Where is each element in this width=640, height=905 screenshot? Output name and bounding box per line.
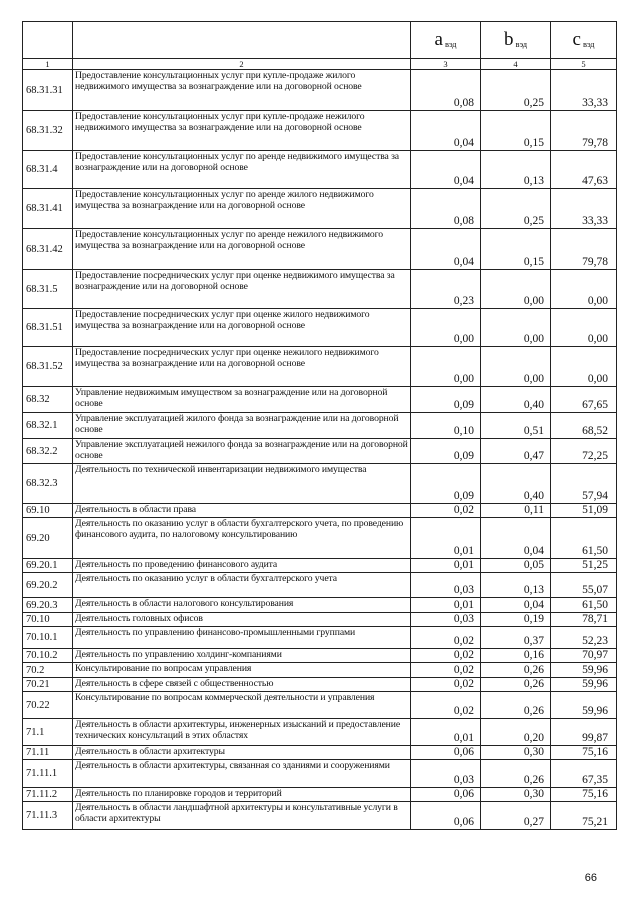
value-a-cell: 0,02 xyxy=(411,663,481,678)
activity-name-cell: Предоставление консультационных услуг по аренде недвижимого имущества за вознаграждение или на договорной основе xyxy=(73,151,411,189)
value-b-cell: 0,11 xyxy=(481,504,551,518)
code-cell: 70.10 xyxy=(23,613,73,627)
table-row xyxy=(23,627,617,649)
value-a-cell: 0,02 xyxy=(411,678,481,692)
activity-name-cell: Деятельность по планировке городов и территорий xyxy=(73,788,411,802)
code-cell: 69.20.2 xyxy=(23,573,73,598)
code-cell: 70.2 xyxy=(23,663,73,678)
value-a-cell: 0,03 xyxy=(411,760,481,788)
value-a-cell: 0,09 xyxy=(411,439,481,464)
header-b-letter: b xyxy=(503,29,514,50)
value-b-cell: 0,16 xyxy=(481,649,551,663)
table-row xyxy=(23,518,617,559)
activity-name-cell: Деятельность по проведению финансового аудита xyxy=(73,559,411,573)
activity-name-cell: Деятельность по оказанию услуг в области бухгалтерского учета xyxy=(73,573,411,598)
value-b-cell: 0,47 xyxy=(481,439,551,464)
page-number: 66 xyxy=(584,872,597,884)
header-a xyxy=(411,22,481,59)
col-index-3: 3 xyxy=(411,59,481,70)
code-cell: 71.11.1 xyxy=(23,760,73,788)
value-c-cell: 33,33 xyxy=(551,70,617,111)
activity-name-cell: Деятельность в области налогового консультирования xyxy=(73,598,411,613)
value-c-cell: 55,07 xyxy=(551,573,617,598)
value-b-cell: 0,00 xyxy=(481,270,551,309)
table-row xyxy=(23,573,617,598)
table-row xyxy=(23,413,617,439)
table-row xyxy=(23,347,617,387)
activity-name-cell: Управление эксплуатацией жилого фонда за вознаграждение или на договорной основе xyxy=(73,413,411,439)
code-cell: 68.32.3 xyxy=(23,464,73,504)
table-row xyxy=(23,387,617,413)
value-a-cell: 0,00 xyxy=(411,309,481,347)
value-b-cell: 0,04 xyxy=(481,598,551,613)
value-c-cell: 0,00 xyxy=(551,270,617,309)
value-b-cell: 0,30 xyxy=(481,788,551,802)
value-c-cell: 72,25 xyxy=(551,439,617,464)
activity-name-cell: Деятельность по оказанию услуг в области бухгалтерского учета, по проведению финансового аудита, по налоговому консультированию xyxy=(73,518,411,559)
table-row xyxy=(23,439,617,464)
table-row xyxy=(23,788,617,802)
header-code-cell xyxy=(23,22,73,59)
activity-name-cell: Предоставление консультационных услуг при купле-продаже нежилого недвижимого имущества за вознаграждение или на договорной основе xyxy=(73,111,411,151)
activity-name-cell: Управление эксплуатацией нежилого фонда за вознаграждение или на договорной основе xyxy=(73,439,411,464)
value-b-cell: 0,26 xyxy=(481,663,551,678)
code-cell: 70.10.1 xyxy=(23,627,73,649)
value-a-cell: 0,02 xyxy=(411,692,481,719)
code-cell: 69.20.1 xyxy=(23,559,73,573)
value-a-cell: 0,03 xyxy=(411,613,481,627)
activity-name-cell: Предоставление консультационных услуг по аренде нежилого недвижимого имущества за вознаграждение или на договорной основе xyxy=(73,229,411,270)
value-a-cell: 0,01 xyxy=(411,719,481,746)
value-c-cell: 52,23 xyxy=(551,627,617,649)
code-cell: 69.20 xyxy=(23,518,73,559)
value-c-cell: 75,21 xyxy=(551,802,617,830)
activity-name-cell: Деятельность в области права xyxy=(73,504,411,518)
header-c-letter: c xyxy=(572,29,581,50)
header-name-cell xyxy=(73,22,411,59)
table-row xyxy=(23,692,617,719)
col-index-1: 1 xyxy=(23,59,73,70)
table-row xyxy=(23,504,617,518)
code-cell: 70.10.2 xyxy=(23,649,73,663)
table-row xyxy=(23,70,617,111)
code-cell: 69.10 xyxy=(23,504,73,518)
activity-name-cell: Деятельность в области ландшафтной архитектуры и консультативные услуги в области архитектуры xyxy=(73,802,411,830)
value-c-cell: 51,09 xyxy=(551,504,617,518)
table-row xyxy=(23,746,617,760)
value-a-cell: 0,10 xyxy=(411,413,481,439)
activity-name-cell: Деятельность в области архитектуры, связанная со зданиями и сооружениями xyxy=(73,760,411,788)
code-cell: 68.32.2 xyxy=(23,439,73,464)
code-cell: 68.31.31 xyxy=(23,70,73,111)
value-a-cell: 0,01 xyxy=(411,559,481,573)
table-row xyxy=(23,802,617,830)
table-row xyxy=(23,613,617,627)
value-b-cell: 0,27 xyxy=(481,802,551,830)
value-c-cell: 75,16 xyxy=(551,788,617,802)
table-row xyxy=(23,464,617,504)
value-a-cell: 0,04 xyxy=(411,151,481,189)
column-index-row xyxy=(23,59,617,70)
value-c-cell: 59,96 xyxy=(551,663,617,678)
code-cell: 70.21 xyxy=(23,678,73,692)
table-row xyxy=(23,760,617,788)
header-c-subscript: вэд xyxy=(582,39,595,49)
value-b-cell: 0,26 xyxy=(481,678,551,692)
coefficients-table xyxy=(22,21,617,830)
header-b-subscript: вэд xyxy=(515,39,528,49)
value-c-cell: 67,35 xyxy=(551,760,617,788)
value-b-cell: 0,04 xyxy=(481,518,551,559)
activity-name-cell: Предоставление посреднических услуг при оценке нежилого недвижимого имущества за вознаграждение или на договорной основе xyxy=(73,347,411,387)
value-a-cell: 0,02 xyxy=(411,504,481,518)
value-c-cell: 61,50 xyxy=(551,518,617,559)
value-a-cell: 0,09 xyxy=(411,464,481,504)
value-c-cell: 59,96 xyxy=(551,678,617,692)
value-c-cell: 67,65 xyxy=(551,387,617,413)
code-cell: 68.31.32 xyxy=(23,111,73,151)
value-b-cell: 0,26 xyxy=(481,692,551,719)
value-a-cell: 0,02 xyxy=(411,649,481,663)
header-b xyxy=(481,22,551,59)
value-a-cell: 0,06 xyxy=(411,788,481,802)
value-b-cell: 0,40 xyxy=(481,464,551,504)
code-cell: 68.31.4 xyxy=(23,151,73,189)
activity-name-cell: Предоставление консультационных услуг при купле-продаже жилого недвижимого имущества за вознаграждение или на договорной основе xyxy=(73,70,411,111)
table-row xyxy=(23,309,617,347)
value-b-cell: 0,20 xyxy=(481,719,551,746)
code-cell: 71.11.2 xyxy=(23,788,73,802)
header-a-subscript: вэд xyxy=(444,39,457,49)
activity-name-cell: Деятельность по технической инвентаризации недвижимого имущества xyxy=(73,464,411,504)
value-b-cell: 0,00 xyxy=(481,347,551,387)
value-b-cell: 0,37 xyxy=(481,627,551,649)
activity-name-cell: Предоставление посреднических услуг при оценке недвижимого имущества за вознаграждение или на договорной основе xyxy=(73,270,411,309)
value-c-cell: 0,00 xyxy=(551,309,617,347)
code-cell: 68.31.5 xyxy=(23,270,73,309)
table-row xyxy=(23,663,617,678)
header-row xyxy=(23,22,617,59)
activity-name-cell: Управление недвижимым имуществом за вознаграждение или на договорной основе xyxy=(73,387,411,413)
value-b-cell: 0,05 xyxy=(481,559,551,573)
value-a-cell: 0,04 xyxy=(411,111,481,151)
value-b-cell: 0,15 xyxy=(481,229,551,270)
code-cell: 70.22 xyxy=(23,692,73,719)
value-c-cell: 68,52 xyxy=(551,413,617,439)
value-a-cell: 0,02 xyxy=(411,627,481,649)
activity-name-cell: Деятельность головных офисов xyxy=(73,613,411,627)
table-row xyxy=(23,598,617,613)
value-a-cell: 0,01 xyxy=(411,598,481,613)
code-cell: 68.31.52 xyxy=(23,347,73,387)
value-c-cell: 59,96 xyxy=(551,692,617,719)
table-row xyxy=(23,649,617,663)
code-cell: 69.20.3 xyxy=(23,598,73,613)
value-b-cell: 0,15 xyxy=(481,111,551,151)
table-row xyxy=(23,151,617,189)
value-a-cell: 0,03 xyxy=(411,573,481,598)
col-index-5: 5 xyxy=(551,59,617,70)
value-a-cell: 0,23 xyxy=(411,270,481,309)
value-b-cell: 0,30 xyxy=(481,746,551,760)
value-c-cell: 0,00 xyxy=(551,347,617,387)
value-a-cell: 0,01 xyxy=(411,518,481,559)
header-a-letter: a xyxy=(434,29,443,50)
value-a-cell: 0,00 xyxy=(411,347,481,387)
value-c-cell: 51,25 xyxy=(551,559,617,573)
activity-name-cell: Деятельность по управлению холдинг-компаниями xyxy=(73,649,411,663)
value-c-cell: 33,33 xyxy=(551,189,617,229)
table-row xyxy=(23,270,617,309)
table-row xyxy=(23,111,617,151)
table-row xyxy=(23,678,617,692)
value-a-cell: 0,06 xyxy=(411,746,481,760)
value-b-cell: 0,51 xyxy=(481,413,551,439)
value-b-cell: 0,13 xyxy=(481,151,551,189)
value-b-cell: 0,19 xyxy=(481,613,551,627)
table-row xyxy=(23,229,617,270)
value-c-cell: 79,78 xyxy=(551,229,617,270)
value-b-cell: 0,25 xyxy=(481,189,551,229)
activity-name-cell: Деятельность в области архитектуры xyxy=(73,746,411,760)
value-c-cell: 47,63 xyxy=(551,151,617,189)
value-a-cell: 0,09 xyxy=(411,387,481,413)
code-cell: 68.32.1 xyxy=(23,413,73,439)
activity-name-cell: Деятельность в области архитектуры, инженерных изысканий и предоставление технических консультаций в этих областях xyxy=(73,719,411,746)
value-c-cell: 75,16 xyxy=(551,746,617,760)
header-c xyxy=(551,22,617,59)
value-c-cell: 61,50 xyxy=(551,598,617,613)
table-row xyxy=(23,559,617,573)
value-b-cell: 0,40 xyxy=(481,387,551,413)
value-a-cell: 0,06 xyxy=(411,802,481,830)
value-b-cell: 0,13 xyxy=(481,573,551,598)
value-c-cell: 70,97 xyxy=(551,649,617,663)
table-row xyxy=(23,189,617,229)
value-b-cell: 0,26 xyxy=(481,760,551,788)
value-a-cell: 0,04 xyxy=(411,229,481,270)
activity-name-cell: Консультирование по вопросам коммерческой деятельности и управления xyxy=(73,692,411,719)
code-cell: 71.1 xyxy=(23,719,73,746)
activity-name-cell: Предоставление консультационных услуг по аренде жилого недвижимого имущества за вознаграждение или на договорной основе xyxy=(73,189,411,229)
activity-name-cell: Предоставление посреднических услуг при оценке жилого недвижимого имущества за вознаграждение или на договорной основе xyxy=(73,309,411,347)
value-b-cell: 0,25 xyxy=(481,70,551,111)
value-c-cell: 99,87 xyxy=(551,719,617,746)
col-index-2: 2 xyxy=(73,59,411,70)
code-cell: 68.32 xyxy=(23,387,73,413)
activity-name-cell: Деятельность по управлению финансово-промышленными группами xyxy=(73,627,411,649)
code-cell: 71.11.3 xyxy=(23,802,73,830)
value-a-cell: 0,08 xyxy=(411,70,481,111)
activity-name-cell: Деятельность в сфере связей с общественностью xyxy=(73,678,411,692)
col-index-4: 4 xyxy=(481,59,551,70)
table-row xyxy=(23,719,617,746)
code-cell: 71.11 xyxy=(23,746,73,760)
value-c-cell: 79,78 xyxy=(551,111,617,151)
value-c-cell: 78,71 xyxy=(551,613,617,627)
activity-name-cell: Консультирование по вопросам управления xyxy=(73,663,411,678)
code-cell: 68.31.41 xyxy=(23,189,73,229)
value-c-cell: 57,94 xyxy=(551,464,617,504)
code-cell: 68.31.51 xyxy=(23,309,73,347)
value-a-cell: 0,08 xyxy=(411,189,481,229)
code-cell: 68.31.42 xyxy=(23,229,73,270)
table-body xyxy=(23,22,617,830)
value-b-cell: 0,00 xyxy=(481,309,551,347)
